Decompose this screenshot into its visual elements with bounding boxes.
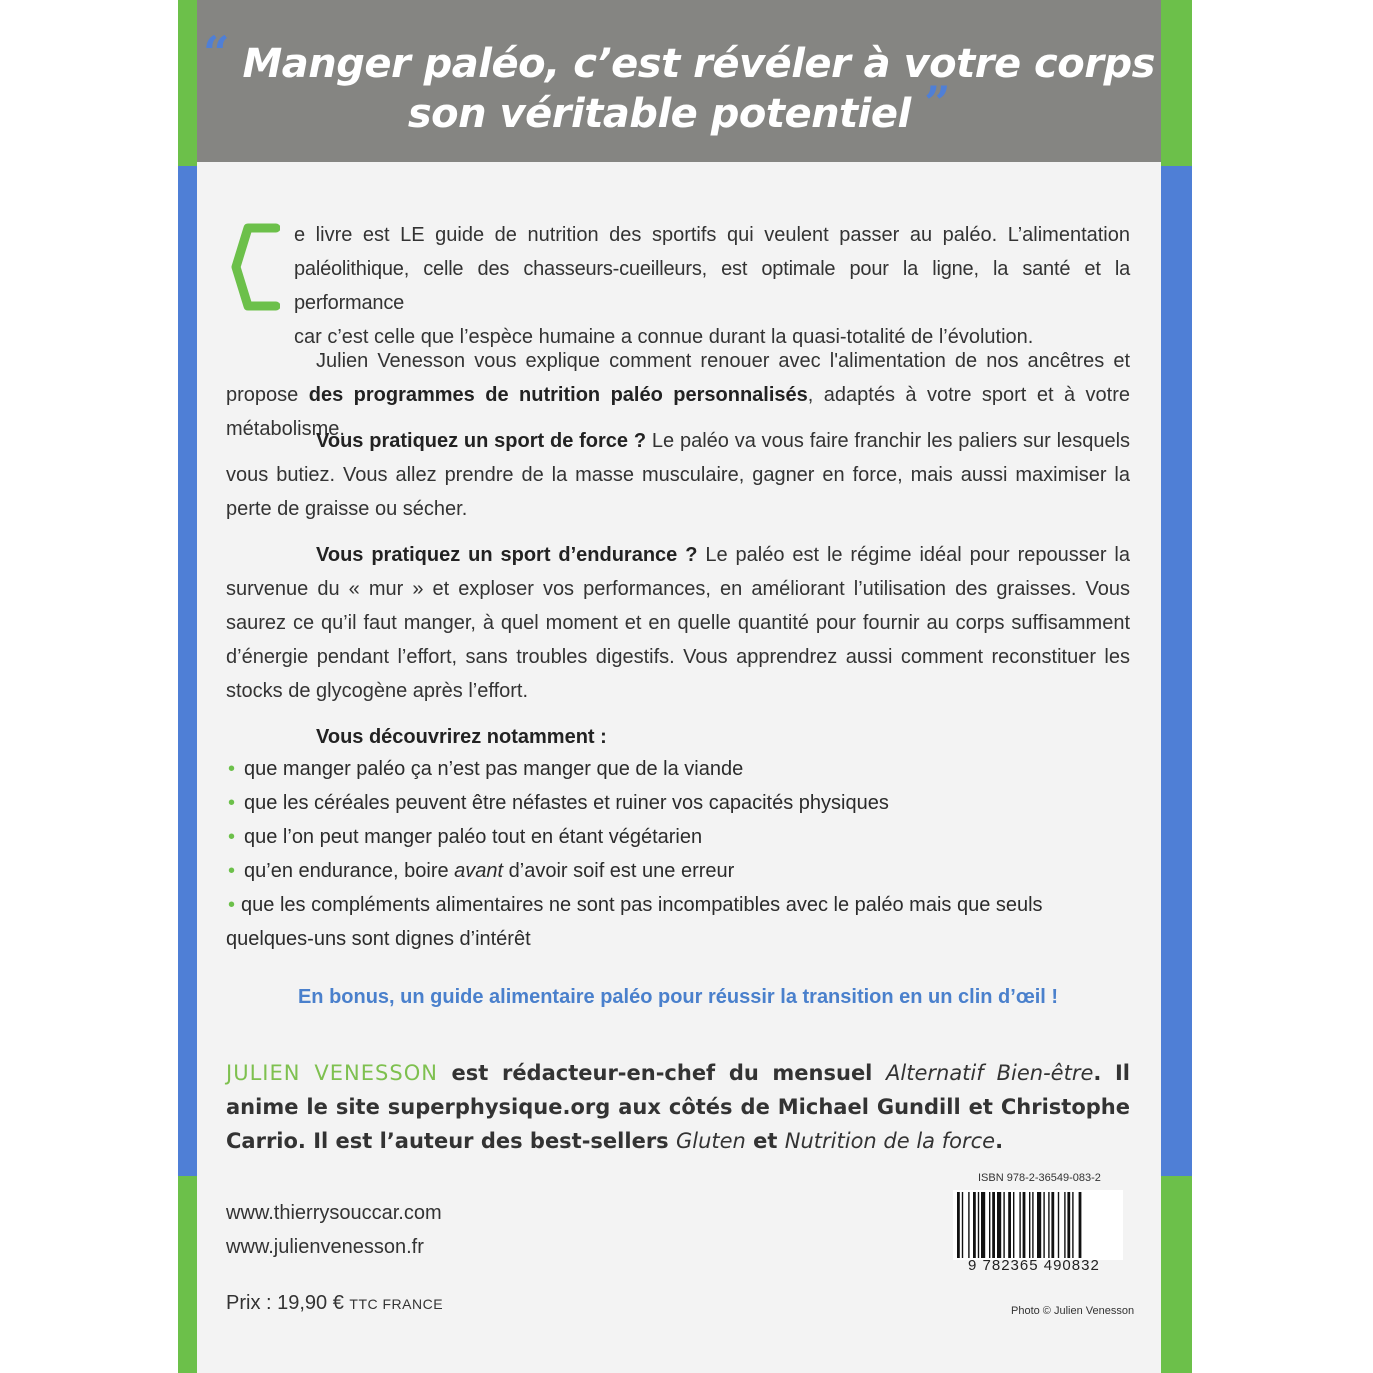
intro-line-2: paléolithique, celle des chasseurs-cueilleurs, est optimale pour la ligne, la santé et la performance — [294, 258, 1130, 314]
website-link-author[interactable]: www.julienvenesson.fr — [226, 1236, 424, 1258]
photo-credit: Photo © Julien Venesson — [1011, 1305, 1135, 1317]
bullet-icon: • — [228, 826, 236, 848]
list-item: • que manger paléo ça n’est pas manger que de la viande — [226, 752, 1130, 786]
list-item: • que l’on peut manger paléo tout en étant végétarien — [226, 820, 1130, 854]
author-name: JULIEN VENESSON — [226, 1061, 438, 1085]
open-quote-mark: “ — [203, 26, 230, 80]
bullet-icon: • — [228, 758, 236, 780]
quote-text-2: son véritable potentiel — [407, 91, 911, 137]
para3-bold: Vous pratiquez un sport de force ? — [316, 430, 647, 452]
list-item: • que les compléments alimentaires ne sont pas incompatibles avec le paléo mais que seuls quelques-uns sont dignes d’intérêt — [226, 894, 1043, 950]
para2-bold: des programmes de nutrition paléo personnalisés — [308, 384, 808, 406]
intro-line-3: car c’est celle que l’espèce humaine a connue durant la quasi-totalité de l’évolution. — [294, 326, 1034, 348]
quote-text-1: Manger paléo, c’est révéler à votre corps — [242, 41, 1155, 87]
price-label: Prix : 19,90 € TTC FRANCE — [226, 1292, 444, 1314]
para4-bold: Vous pratiquez un sport d’endurance ? — [316, 544, 698, 566]
right-color-stripe — [1161, 0, 1192, 1373]
para4-text: Le paléo est le régime idéal pour repousser la survenue du « mur » et exploser vos performances, en améliorant l’utilisation des graisses. Vous saurez ce qu’il faut manger, à quel moment et en quelle quantité pour fournir au corps suffisamment d’énergie pendant l’effort, sans troubles digestifs. Vous apprendrez aussi comment reconstituer les stocks de glycogène après l’effort. — [226, 544, 1130, 702]
quote-header — [197, 0, 1161, 162]
website-link-publisher[interactable]: www.thierrysouccar.com — [226, 1202, 442, 1224]
left-color-stripe — [178, 0, 197, 1373]
author-bio: JULIEN VENESSON est rédacteur-en-chef du mensuel Alternatif Bien-être. Il anime le site superphysique.org aux côtés de Michael Gundill et Christophe Carrio. Il est l’auteur des best-sellers Gluten et Nutrition de la force. — [226, 1061, 1130, 1153]
close-quote-mark: ” — [924, 76, 951, 130]
book-back-cover — [178, 0, 1192, 1373]
svg-text:C: C — [230, 222, 231, 223]
bonus-line: En bonus, un guide alimentaire paléo pour réussir la transition en un clin d’œil ! — [297, 986, 1059, 1008]
bullet-icon: • — [228, 860, 236, 882]
intro-line-1: e livre est LE guide de nutrition des sportifs qui veulent passer au paléo. L’alimentation — [294, 224, 1130, 246]
quote-line-1 — [197, 26, 1161, 88]
bullet-icon: • — [228, 792, 236, 814]
paragraph-endurance — [226, 538, 1130, 708]
list-item: • qu’en endurance, boire avant d’avoir soif est une erreur — [226, 854, 1130, 888]
bullet-icon: • — [228, 894, 236, 916]
drop-cap-c — [230, 222, 280, 312]
discover-list — [226, 752, 1130, 956]
intro-paragraph — [294, 218, 1130, 354]
list-item: • que les céréales peuvent être néfastes et ruiner vos capacités physiques — [226, 786, 1130, 820]
para3-text: Le paléo va vous faire franchir les paliers sur lesquels vous butiez. Vous allez prendre de la masse musculaire, gagner en force, mais aussi maximiser la perte de graisse ou sécher. — [226, 430, 1131, 520]
para2-text-1: Julien Venesson vous explique comment renouer avec l'alimentation de nos ancêtres et propose — [226, 350, 1130, 406]
website-links — [226, 1196, 442, 1264]
barcode-number: 9 782365 490832 — [968, 1257, 1100, 1274]
para2-text-2: , adaptés à votre sport et à votre métabolisme. — [226, 384, 1130, 440]
quote-line-2 — [197, 76, 1161, 138]
barcode-icon — [953, 1190, 1123, 1260]
isbn-text: ISBN 978-2-36549-083-2 — [978, 1172, 1101, 1184]
paragraph-force — [226, 424, 1130, 526]
discover-heading: Vous découvrirez notamment : — [316, 726, 607, 748]
